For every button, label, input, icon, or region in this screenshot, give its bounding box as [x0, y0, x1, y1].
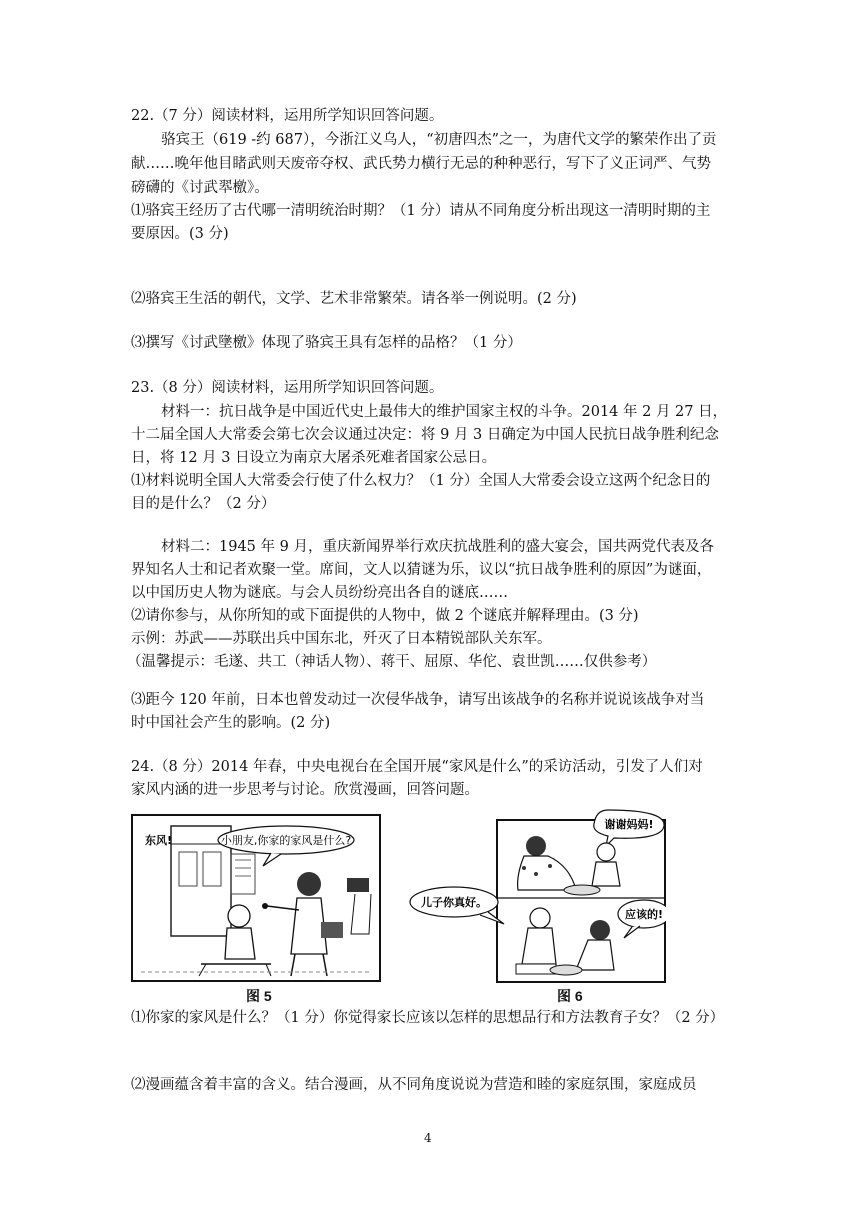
q23-material2-line: 界知名人士和记者欢聚一堂。席间，文人以猜谜为乐，议以“抗日战争胜利的原因”为谜面，: [131, 562, 712, 578]
fig6-bubble-right: 应该的!: [624, 908, 664, 921]
q23-material1-line: 日，将 12 月 3 日设立为南京大屠杀死难者国家公忌日。: [131, 450, 497, 466]
figure-5-caption: 图 5: [246, 988, 272, 1004]
fig6-left-bubble: [408, 884, 508, 928]
q24-sub2: ⑵漫画蕴含着丰富的含义。结合漫画，从不同角度说说为营造和睦的家庭氛围，家庭成员: [131, 1077, 697, 1093]
q23-material2-line: 以中国历史人物为谜底。与会人员纷纷亮出各自的谜底……: [131, 585, 508, 601]
q22-sub1-cont: 要原因。(3 分): [131, 226, 229, 242]
q22-material-line: 磅礴的《讨武翆檄》。: [131, 180, 269, 196]
q24-sub1: ⑴你家的家风是什么？（1 分）你觉得家长应该以怎样的思想品行和方法教育子女？（2 分）: [131, 1010, 725, 1026]
q23-material1-line: 十二届全国人大常委会第七次会议通过决定：将 9 月 3 日确定为中国人民抗日战争胜利纪念: [131, 427, 719, 443]
page-number: 4: [424, 1131, 432, 1145]
q22-sub2: ⑵骆宾王生活的朝代，文学、艺术非常繁荣。请各举一例说明。(2 分): [131, 291, 577, 307]
q23-tip: （温馨提示：毛遂、共工（神话人物）、蒋干、屈原、华佗、袁世凯……仅供参考）: [127, 654, 657, 670]
q22-heading: 22.（7 分）阅读材料，运用所学知识回答问题。: [131, 108, 444, 124]
q22-material-line: 骆宾王（619 -约 687），今浙江义乌人，“初唐四杰”之一，为唐代文学的繁荣作出了贡: [161, 132, 717, 148]
q23-material2-line: 材料二：1945 年 9 月，重庆新闻界举行欢庆抗战胜利的盛大宴会，国共两党代表及各: [161, 539, 714, 555]
q23-sub2: ⑵请你参与，从你所知的或下面提供的人物中，做 2 个谜底并解释理由。(3 分): [131, 608, 639, 624]
q23-sub1: ⑴材料说明全国人大常委会行使了什么权力？（1 分）全国人大常委会设立这两个纪念日的: [131, 473, 711, 489]
q23-material1-line: 材料一：抗日战争是中国近代史上最伟大的维护国家主权的斗争。2014 年 2 月 27 日，: [161, 404, 728, 420]
q22-sub3: ⑶撰写《讨武墬檄》体现了骆宾王具有怎样的品格？（1 分）: [131, 335, 522, 351]
q22-material-line: 献……晚年他目睹武则天废帝夺权、武氏势力横行无忌的种种恶行，写下了义正词严、气势: [131, 156, 711, 172]
q23-example: 示例：苏武——苏联出兵中国东北，歼灭了日本精锐部队关东军。: [131, 631, 552, 647]
q23-heading: 23.（8 分）阅读材料，运用所学知识回答问题。: [131, 380, 444, 396]
q24-heading-cont: 家风内涵的进一步思考与讨论。欣赏漫画，回答问题。: [131, 782, 479, 798]
q22-sub1: ⑴骆宾王经历了古代哪一清明统治时期？（1 分）请从不同角度分析出现这一清明时期的主: [131, 203, 711, 219]
figure-6-cartoon: [496, 806, 666, 984]
q23-sub1-cont: 目的是什么？（2 分）: [131, 496, 276, 512]
q23-sub3: ⑶距今 120 年前，日本也曾发动过一次侵华战争，请写出该战争的名称并说说该战争对当: [131, 692, 705, 708]
figure-5-cartoon: [131, 814, 381, 984]
q23-sub3-cont: 时中国社会产生的影响。(2 分): [131, 715, 331, 731]
figure-6-caption: 图 6: [557, 988, 583, 1004]
fig5-bubble-text: 小朋友,你家的家风是什么?: [220, 834, 352, 847]
fig5-label-text: 东风!: [145, 834, 173, 847]
fig6-bubble-top: 谢谢妈妈!: [604, 818, 654, 831]
q24-heading: 24.（8 分）2014 年春，中央电视台在全国开展“家风是什么”的采访活动，引发了人们对: [131, 759, 703, 775]
fig6-bubble-left: 儿子你真好。: [421, 896, 487, 909]
